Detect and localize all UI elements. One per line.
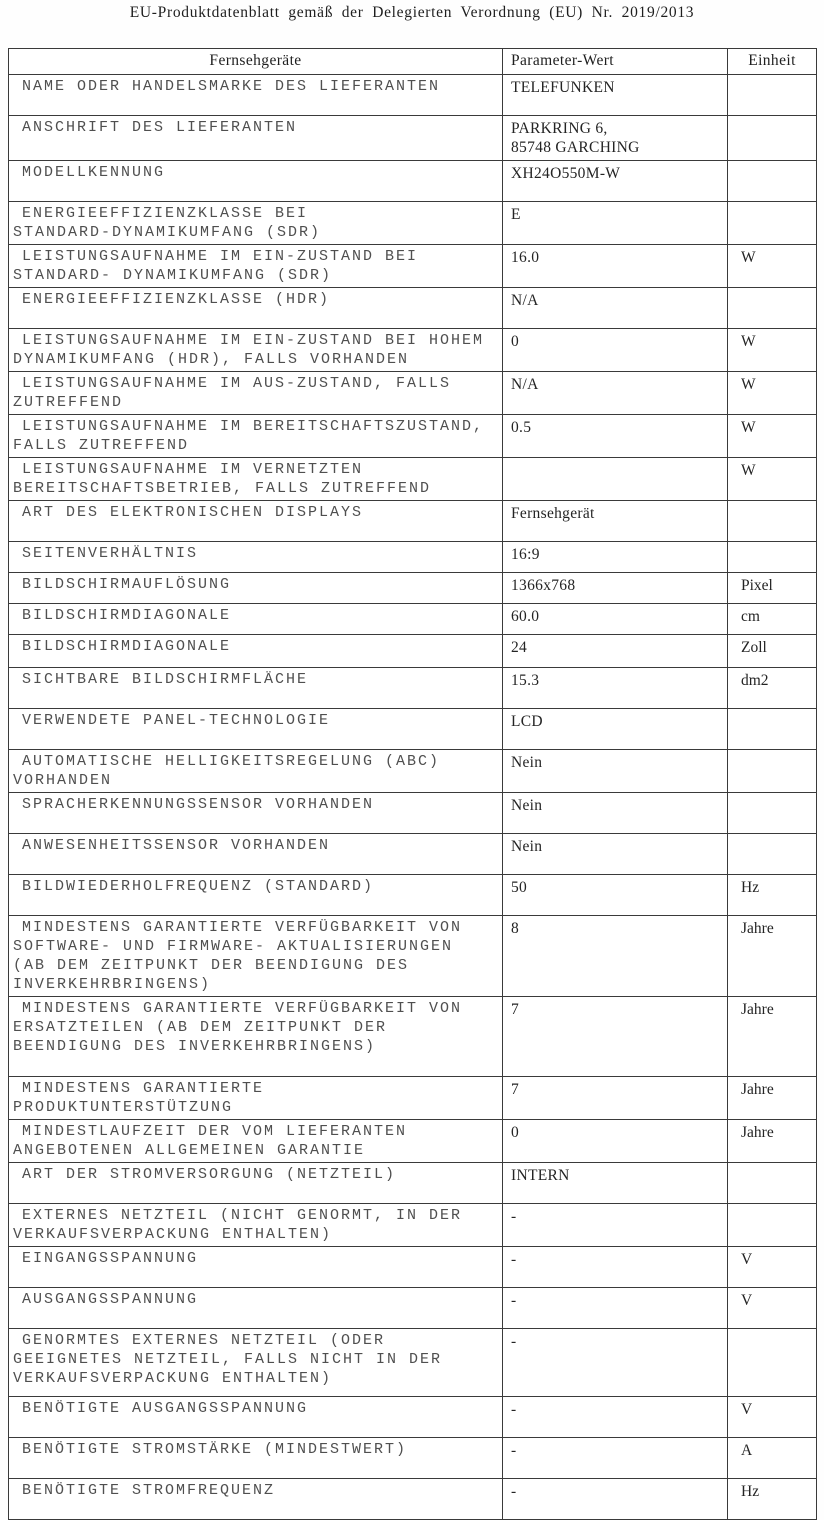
table-row — [9, 202, 817, 245]
parameter-value-cell: 8 — [503, 916, 728, 997]
parameter-label-cell: GENORMTES EXTERNES NETZTEIL (ODER GEEIGNETES NETZTEIL, FALLS NICHT IN DER VERKAUFSVERPACKUNG ENTHALTEN) — [9, 1329, 503, 1397]
table-row — [9, 1077, 817, 1120]
unit-cell — [728, 834, 817, 875]
parameter-label-cell: ART DER STROMVERSORGUNG (NETZTEIL) — [9, 1163, 503, 1204]
page-title: EU-Produktdatenblatt gemäß der Delegierten Verordnung (EU) Nr. 2019/2013 — [129, 4, 695, 21]
table-row — [9, 635, 817, 668]
parameter-label-cell: EINGANGSSPANNUNG — [9, 1247, 503, 1288]
parameter-value-cell: LCD — [503, 709, 728, 750]
parameter-label-cell: LEISTUNGSAUFNAHME IM AUS-ZUSTAND, FALLS ZUTREFFEND — [9, 372, 503, 415]
column-header-product-type: Fernsehgeräte — [9, 49, 503, 75]
table-row — [9, 501, 817, 542]
unit-cell: V — [728, 1247, 817, 1288]
spec-table — [8, 48, 817, 1520]
parameter-label-cell: ENERGIEEFFIZIENZKLASSE BEI STANDARD-DYNAMIKUMFANG (SDR) — [9, 202, 503, 245]
parameter-value-cell: 0.5 — [503, 415, 728, 458]
parameter-label-cell: SICHTBARE BILDSCHIRMFLÄCHE — [9, 668, 503, 709]
parameter-value-cell: XH24O550M-W — [503, 161, 728, 202]
table-row — [9, 793, 817, 834]
table-row — [9, 1120, 817, 1163]
parameter-value-cell: - — [503, 1288, 728, 1329]
table-row — [9, 709, 817, 750]
parameter-value-cell — [503, 458, 728, 501]
unit-cell: A — [728, 1438, 817, 1479]
parameter-value-cell: 15.3 — [503, 668, 728, 709]
unit-cell: Jahre — [728, 1120, 817, 1163]
parameter-value-cell: N/A — [503, 372, 728, 415]
parameter-label-cell: SEITENVERHÄLTNIS — [9, 542, 503, 573]
parameter-label-cell: MODELLKENNUNG — [9, 161, 503, 202]
unit-cell: Zoll — [728, 635, 817, 668]
table-row — [9, 542, 817, 573]
table-row — [9, 668, 817, 709]
parameter-label-cell: LEISTUNGSAUFNAHME IM EIN-ZUSTAND BEI HOHEM DYNAMIKUMFANG (HDR), FALLS VORHANDEN — [9, 329, 503, 372]
column-header-unit: Einheit — [728, 49, 817, 75]
unit-cell: W — [728, 415, 817, 458]
spec-table-header — [9, 49, 817, 75]
unit-cell: Pixel — [728, 573, 817, 604]
parameter-label-cell: BENÖTIGTE STROMFREQUENZ — [9, 1479, 503, 1520]
column-header-parameter-value: Parameter-Wert — [503, 49, 728, 75]
parameter-label-cell: LEISTUNGSAUFNAHME IM BEREITSCHAFTSZUSTAND, FALLS ZUTREFFEND — [9, 415, 503, 458]
parameter-label-cell: ANWESENHEITSSENSOR VORHANDEN — [9, 834, 503, 875]
parameter-label-cell: MINDESTENS GARANTIERTE VERFÜGBARKEIT VON SOFTWARE- UND FIRMWARE- AKTUALISIERUNGEN (AB DEM ZEITPUNKT DER BEENDIGUNG DES INVERKEHRBRINGENS) — [9, 916, 503, 997]
unit-cell — [728, 202, 817, 245]
unit-cell — [728, 1329, 817, 1397]
parameter-label-cell: BILDSCHIRMDIAGONALE — [9, 604, 503, 635]
parameter-value-cell: TELEFUNKEN — [503, 75, 728, 116]
unit-cell: Jahre — [728, 1077, 817, 1120]
table-row — [9, 372, 817, 415]
unit-cell: W — [728, 458, 817, 501]
table-row — [9, 997, 817, 1077]
unit-cell — [728, 116, 817, 161]
parameter-label-cell: BILDSCHIRMAUFLÖSUNG — [9, 573, 503, 604]
parameter-value-cell: Nein — [503, 750, 728, 793]
unit-cell: Jahre — [728, 916, 817, 997]
parameter-value-cell: 24 — [503, 635, 728, 668]
table-row — [9, 834, 817, 875]
parameter-label-cell: ENERGIEEFFIZIENZKLASSE (HDR) — [9, 288, 503, 329]
unit-cell: Hz — [728, 1479, 817, 1520]
parameter-label-cell: AUSGANGSSPANNUNG — [9, 1288, 503, 1329]
parameter-label-cell: BILDSCHIRMDIAGONALE — [9, 635, 503, 668]
table-row — [9, 161, 817, 202]
unit-cell — [728, 1204, 817, 1247]
parameter-label-cell: AUTOMATISCHE HELLIGKEITSREGELUNG (ABC) VORHANDEN — [9, 750, 503, 793]
table-row — [9, 604, 817, 635]
unit-cell — [728, 793, 817, 834]
spec-table-body — [9, 75, 817, 1520]
table-row — [9, 1397, 817, 1438]
parameter-label-cell: ANSCHRIFT DES LIEFERANTEN — [9, 116, 503, 161]
parameter-label-cell: LEISTUNGSAUFNAHME IM VERNETZTEN BEREITSCHAFTSBETRIEB, FALLS ZUTREFFEND — [9, 458, 503, 501]
unit-cell — [728, 542, 817, 573]
unit-cell: V — [728, 1397, 817, 1438]
header-row — [9, 49, 817, 75]
parameter-value-cell: Fernsehgerät — [503, 501, 728, 542]
unit-cell: W — [728, 245, 817, 288]
table-row — [9, 916, 817, 997]
table-row — [9, 1204, 817, 1247]
table-row — [9, 573, 817, 604]
parameter-label-cell: LEISTUNGSAUFNAHME IM EIN-ZUSTAND BEI STANDARD- DYNAMIKUMFANG (SDR) — [9, 245, 503, 288]
table-row — [9, 1247, 817, 1288]
parameter-label-cell: MINDESTENS GARANTIERTE PRODUKTUNTERSTÜTZUNG — [9, 1077, 503, 1120]
parameter-value-cell: 1366x768 — [503, 573, 728, 604]
unit-cell — [728, 750, 817, 793]
unit-cell: V — [728, 1288, 817, 1329]
parameter-value-cell: 16.0 — [503, 245, 728, 288]
parameter-value-cell: 7 — [503, 997, 728, 1077]
unit-cell: W — [728, 372, 817, 415]
parameter-value-cell: 60.0 — [503, 604, 728, 635]
parameter-value-cell: - — [503, 1329, 728, 1397]
parameter-value-cell: - — [503, 1204, 728, 1247]
unit-cell — [728, 288, 817, 329]
table-row — [9, 116, 817, 161]
parameter-label-cell: EXTERNES NETZTEIL (NICHT GENORMT, IN DER VERKAUFSVERPACKUNG ENTHALTEN) — [9, 1204, 503, 1247]
parameter-value-cell: INTERN — [503, 1163, 728, 1204]
table-row — [9, 1329, 817, 1397]
unit-cell: cm — [728, 604, 817, 635]
unit-cell — [728, 161, 817, 202]
table-row — [9, 1479, 817, 1520]
unit-cell: dm2 — [728, 668, 817, 709]
parameter-label-cell: SPRACHERKENNUNGSSENSOR VORHANDEN — [9, 793, 503, 834]
table-row — [9, 1163, 817, 1204]
unit-cell: W — [728, 329, 817, 372]
table-row — [9, 1288, 817, 1329]
parameter-value-cell: Nein — [503, 793, 728, 834]
unit-cell: Hz — [728, 875, 817, 916]
parameter-value-cell: N/A — [503, 288, 728, 329]
parameter-label-cell: BENÖTIGTE STROMSTÄRKE (MINDESTWERT) — [9, 1438, 503, 1479]
table-row — [9, 288, 817, 329]
parameter-label-cell: BENÖTIGTE AUSGANGSSPANNUNG — [9, 1397, 503, 1438]
parameter-label-cell: VERWENDETE PANEL-TECHNOLOGIE — [9, 709, 503, 750]
parameter-value-cell: 50 — [503, 875, 728, 916]
parameter-label-cell: MINDESTLAUFZEIT DER VOM LIEFERANTEN ANGEBOTENEN ALLGEMEINEN GARANTIE — [9, 1120, 503, 1163]
unit-cell — [728, 501, 817, 542]
parameter-value-cell: - — [503, 1397, 728, 1438]
parameter-label-cell: BILDWIEDERHOLFREQUENZ (STANDARD) — [9, 875, 503, 916]
parameter-value-cell: 0 — [503, 1120, 728, 1163]
parameter-value-cell: E — [503, 202, 728, 245]
parameter-value-cell: 0 — [503, 329, 728, 372]
unit-cell — [728, 709, 817, 750]
table-row — [9, 458, 817, 501]
parameter-label-cell: ART DES ELEKTRONISCHEN DISPLAYS — [9, 501, 503, 542]
unit-cell — [728, 75, 817, 116]
table-row — [9, 245, 817, 288]
table-row — [9, 75, 817, 116]
unit-cell — [728, 1163, 817, 1204]
parameter-value-cell: Nein — [503, 834, 728, 875]
table-row — [9, 329, 817, 372]
table-row — [9, 1438, 817, 1479]
table-row — [9, 415, 817, 458]
parameter-value-cell: 16:9 — [503, 542, 728, 573]
parameter-value-cell: - — [503, 1479, 728, 1520]
table-row — [9, 750, 817, 793]
parameter-label-cell: MINDESTENS GARANTIERTE VERFÜGBARKEIT VON ERSATZTEILEN (AB DEM ZEITPUNKT DER BEENDIGUNG DES INVERKEHRBRINGENS) — [9, 997, 503, 1077]
parameter-label-cell: NAME ODER HANDELSMARKE DES LIEFERANTEN — [9, 75, 503, 116]
parameter-value-cell: - — [503, 1438, 728, 1479]
table-row — [9, 875, 817, 916]
parameter-value-cell: PARKRING 6, 85748 GARCHING — [503, 116, 728, 161]
parameter-value-cell: - — [503, 1247, 728, 1288]
parameter-value-cell: 7 — [503, 1077, 728, 1120]
unit-cell: Jahre — [728, 997, 817, 1077]
